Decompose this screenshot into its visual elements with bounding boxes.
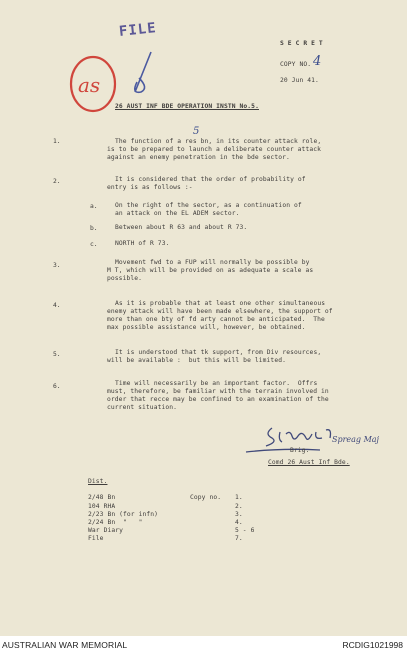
subitem-line: an attack on the EL ADEM sector. <box>115 210 240 217</box>
handwritten-insert: 5 <box>193 126 200 137</box>
para-number: 3. <box>53 262 61 269</box>
para-number: 2. <box>53 178 61 185</box>
dist-unit: 104 RHA <box>88 503 116 510</box>
footer-record-id: RCDIG1021998 <box>342 640 403 650</box>
subitem-letter: a. <box>90 203 98 210</box>
subitem-line: On the right of the sector, as a continuation of <box>115 202 302 209</box>
copy-no-column-label: Copy no. <box>190 494 222 501</box>
para-line: M T, which will be provided on as adequate a scale as <box>107 267 314 274</box>
document-title: 26 AUST INF BDE OPERATION INSTN No.5. <box>115 103 259 110</box>
classification: S E C R E T <box>280 40 323 47</box>
dist-copy: 1. <box>235 494 243 501</box>
para-line: It is understood that tk support, from Div resources, <box>115 349 322 356</box>
para-line: more than one bty of fd arty cannot be anticipated. The <box>107 316 325 323</box>
para-line: max possible assistance will, however, be obtained. <box>107 324 306 331</box>
dist-unit: 2/23 Bn (for infn) <box>88 511 159 518</box>
para-number: 4. <box>53 302 61 309</box>
archive-footer <box>0 636 407 654</box>
para-number: 1. <box>53 138 61 145</box>
signature-rank: Brig. <box>290 447 310 454</box>
para-line: entry is as follows :- <box>107 184 193 191</box>
pen-mark-icon <box>125 48 157 100</box>
footer-institution: AUSTRALIAN WAR MEMORIAL <box>2 640 128 650</box>
dist-copy: 3. <box>235 511 243 518</box>
dist-copy: 4. <box>235 519 243 526</box>
subitem-line: NORTH of R 73. <box>115 240 170 247</box>
para-line: current situation. <box>107 404 178 411</box>
para-line: It is considered that the order of probability of <box>115 176 306 183</box>
dist-copy: 2. <box>235 503 243 510</box>
subitem-letter: c. <box>90 241 98 248</box>
para-line: is to be prepared to launch a deliberate counter attack <box>107 146 322 153</box>
para-line: against an enemy penetration in the bde sector. <box>107 154 290 161</box>
para-number: 5. <box>53 351 61 358</box>
para-line: enemy attack will have been made elsewhere, the support of <box>107 308 333 315</box>
signature-title: Comd 26 Aust Inf Bde. <box>268 459 350 466</box>
para-line: will be available : but this will be limited. <box>107 357 286 364</box>
para-line: must, therefore, be familiar with the terrain involved in <box>107 388 329 395</box>
red-circle-stamp <box>68 54 120 116</box>
subitem-letter: b. <box>90 225 98 232</box>
dist-unit: 2/48 Bn <box>88 494 116 501</box>
stamp-circle-text: as <box>78 73 101 97</box>
distribution-heading: Dist. <box>88 478 108 485</box>
date: 20 Jun 41. <box>280 77 319 84</box>
para-number: 6. <box>53 383 61 390</box>
dist-copy: 7. <box>235 535 243 542</box>
para-line: possible. <box>107 275 143 282</box>
para-line: Movement fwd to a FUP will normally be possible by <box>115 259 310 266</box>
dist-unit: File <box>88 535 104 542</box>
copy-no-value: 4 <box>313 54 322 69</box>
dist-copy: 5 - 6 <box>235 527 255 534</box>
subitem-line: Between about R 63 and about R 73. <box>115 224 248 231</box>
dist-unit: War Diary <box>88 527 124 534</box>
para-line: As it is probable that at least one other simultaneous <box>115 300 326 307</box>
para-line: order that recce may be confined to an examination of the <box>107 396 329 403</box>
signature-text: Spreag Maj <box>332 435 380 444</box>
para-line: The function of a res bn, in its counter attack role, <box>115 138 322 145</box>
para-line: Time will necessarily be an important factor. Offrs <box>115 380 318 387</box>
dist-unit: 2/24 Bn " " <box>88 519 143 526</box>
copy-no-label: COPY NO. <box>280 61 312 68</box>
file-stamp: FILE <box>118 20 158 40</box>
